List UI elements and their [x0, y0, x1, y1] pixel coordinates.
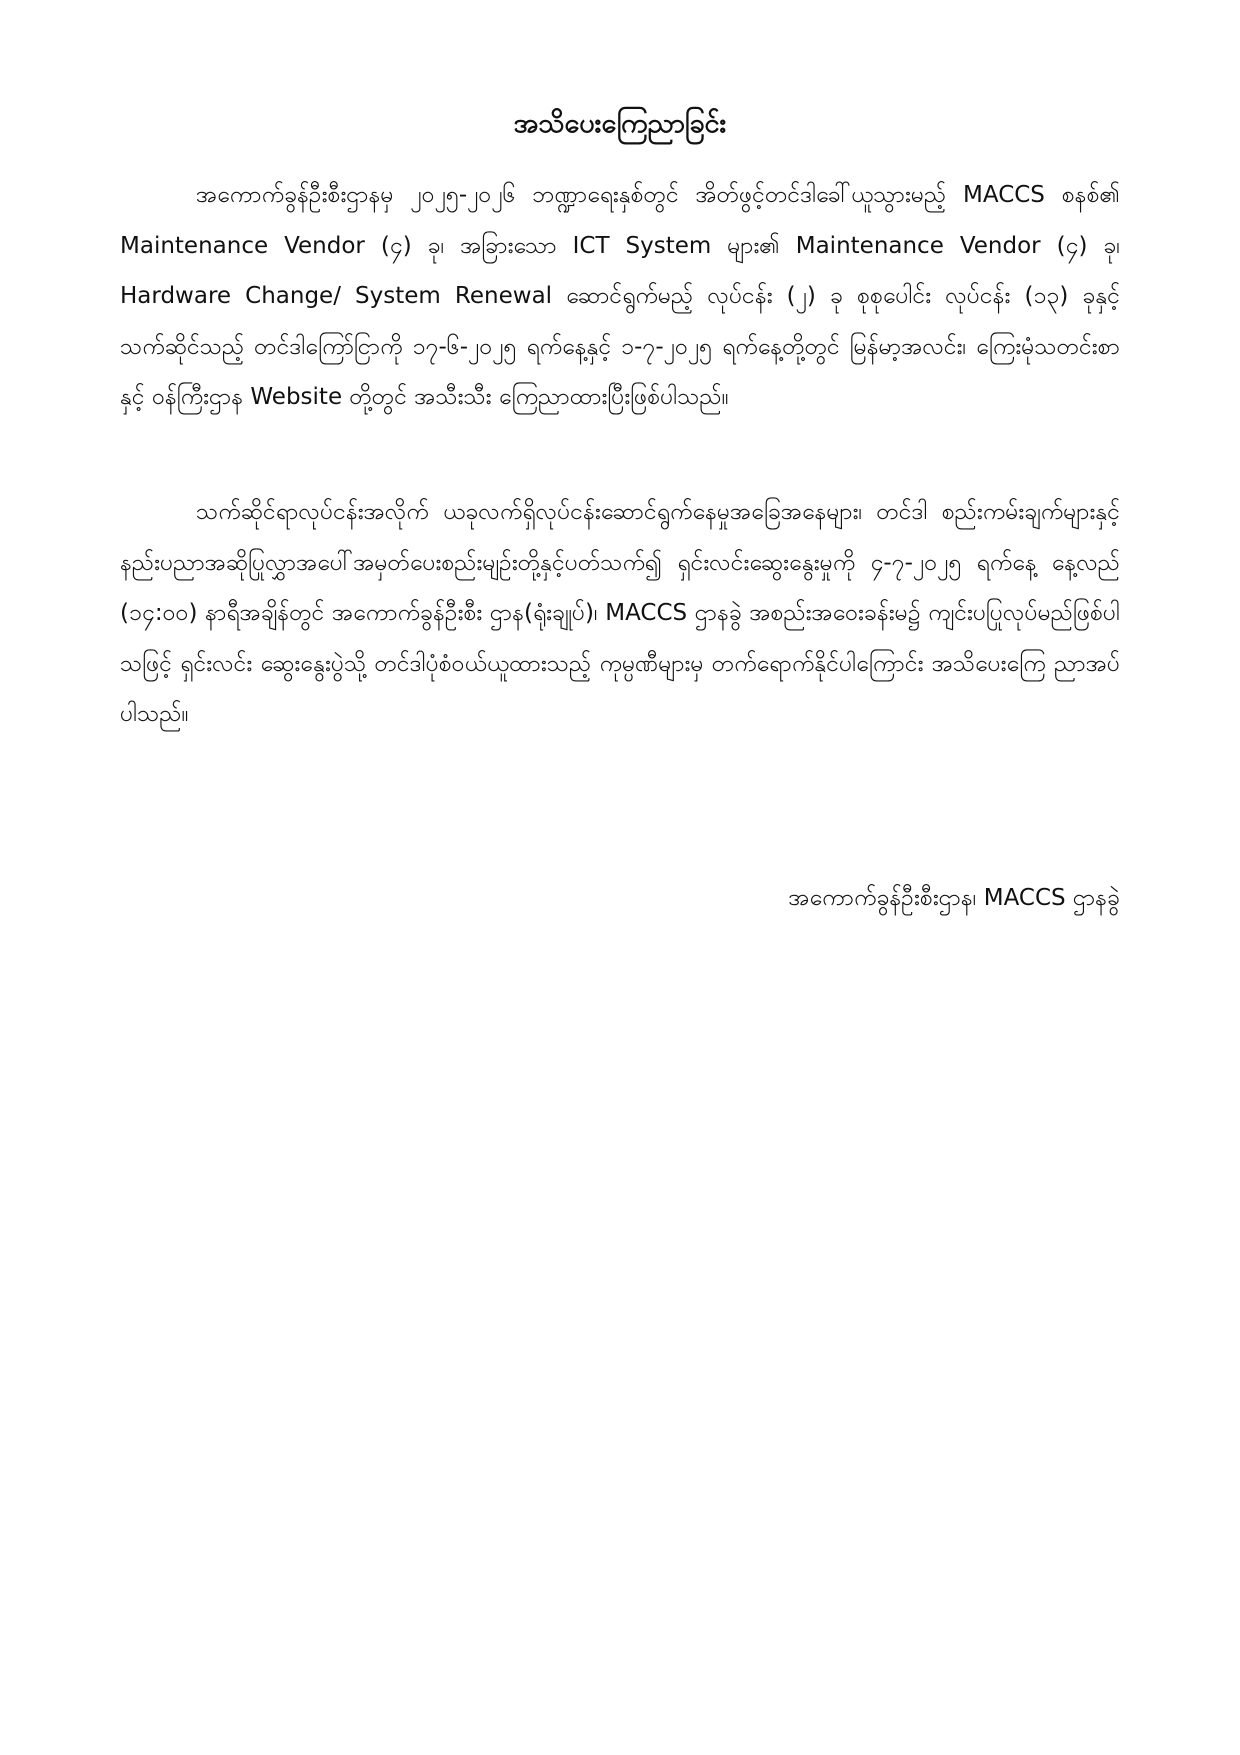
notice-title: အသိပေးကြေညာခြင်း — [513, 108, 727, 139]
notice-paragraph-1: အကောက်ခွန်ဦးစီးဌာနမှ ၂၀၂၅-၂၀၂၆ ဘဏ္ဍာရေးနှစ်တွင် အိတ်ဖွင့်တင်ဒါခေါ်ယူသွားမည့် MACCS စနစ်၏ Maintenance Vendor (၄) ခု၊ အခြားသော ICT System များ၏ Maintenance Vendor (၄) ခု၊ Hardware Change/ System Renewal ဆောင်ရွက်မည့် လုပ်ငန်း (၂) ခု စုစုပေါင်း လုပ်ငန်း (၁၃) ခုနှင့်သက်ဆိုင်သည့် တင်ဒါကြော်ငြာကို ၁၇-၆-၂၀၂၅ ရက်နေ့နှင့် ၁-၇-၂၀၂၅ ရက်နေ့တို့တွင် မြန်မာ့အလင်း၊ ကြေးမုံသတင်းစာနှင့် ဝန်ကြီးဌာန Website တို့တွင် အသီးသီး ကြေညာထားပြီးဖြစ်ပါသည်။ — [120, 182, 1120, 410]
notice-paragraph-2: သက်ဆိုင်ရာလုပ်ငန်းအလိုက် ယခုလက်ရှိလုပ်ငန်းဆောင်ရွက်နေမှုအခြေအနေများ၊ တင်ဒါ စည်းကမ်းချက်များနှင့် နည်းပညာအဆိုပြုလွှာအပေါ်အမှတ်ပေးစည်းမျဉ်းတို့နှင့်ပတ်သက်၍ ရှင်းလင်းဆွေးနွေးမှုကို ၄-၇-၂၀၂၅ ရက်နေ့ နေ့လည် (၁၄:၀၀) နာရီအချိန်တွင် အကောက်ခွန်ဦးစီး ဌာန(ရုံးချုပ်)၊ MACCS ဌာနခွဲ အစည်းအဝေးခန်းမ၌ ကျင်းပပြုလုပ်မည်ဖြစ်ပါသဖြင့် ရှင်းလင်း ဆွေးနွေးပွဲသို့ တင်ဒါပုံစံဝယ်ယူထားသည့် ကုမ္ပဏီများမှ တက်ရောက်နိုင်ပါကြောင်း အသိပေးကြေ ညာအပ်ပါသည်။ — [120, 499, 1120, 727]
notice-signature: အကောက်ခွန်ဦးစီးဌာန၊ MACCS ဌာနခွဲ — [788, 885, 1120, 911]
